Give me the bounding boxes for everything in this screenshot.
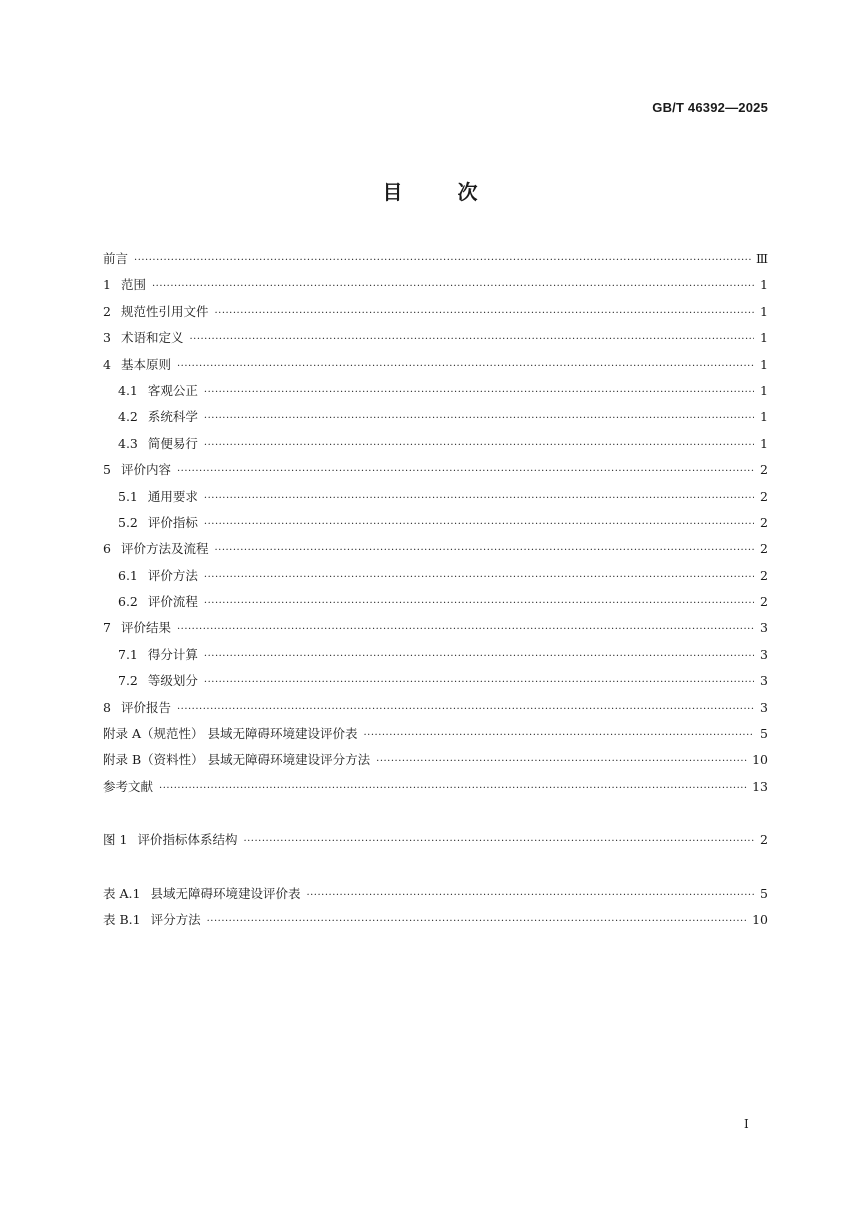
toc-entry-number: 4.3 <box>118 435 138 451</box>
toc-entry-title: 评价结果 <box>120 620 171 636</box>
toc-entry[interactable] <box>103 642 768 668</box>
toc-entry-title: 简便易行 <box>147 435 198 451</box>
toc-entry[interactable] <box>103 774 768 800</box>
page-title: 目 次 <box>382 180 478 204</box>
toc-entry-number: 4 <box>103 356 111 372</box>
toc-entry[interactable] <box>103 246 768 272</box>
toc-entry-page: 13 <box>752 778 768 794</box>
dot-leader <box>204 486 754 512</box>
toc-entry-page: 5 <box>760 726 768 742</box>
toc-entry-title: 规范性引用文件 <box>120 303 209 319</box>
dot-leader <box>204 380 754 406</box>
toc-main-list <box>103 246 768 800</box>
toc-entry[interactable] <box>103 563 768 589</box>
toc-entry[interactable] <box>103 615 768 641</box>
dot-leader <box>177 697 754 723</box>
toc-entry-page: 2 <box>760 541 768 557</box>
toc-entry-page: 2 <box>760 832 768 847</box>
dot-leader <box>204 512 754 538</box>
dot-leader <box>376 749 748 775</box>
toc-entry[interactable] <box>103 352 768 378</box>
toc-entry[interactable] <box>103 589 768 615</box>
standard-code: GB/T 46392—2025 <box>652 100 768 115</box>
toc-entry-number: 2 <box>103 303 111 319</box>
toc-entry-title: 参考文献 <box>103 778 154 794</box>
toc-entry-number: 6.2 <box>118 594 138 610</box>
toc-entry[interactable] <box>103 536 768 562</box>
toc-entry-number: 4.1 <box>118 382 138 398</box>
toc-entry-number: 7.2 <box>118 673 138 689</box>
toc-entry-page: 1 <box>760 382 768 398</box>
toc-entry-page: 3 <box>760 699 768 715</box>
dot-leader <box>363 723 754 749</box>
dot-leader <box>177 459 754 485</box>
toc-entry-number: 表 B.1 <box>103 912 141 928</box>
dot-leader <box>207 909 748 935</box>
dot-leader <box>243 829 754 855</box>
toc-entry-page: 10 <box>752 752 768 768</box>
toc-entry-title: 客观公正 <box>147 382 198 398</box>
toc-entry[interactable] <box>103 747 768 773</box>
toc-table-list <box>103 881 768 934</box>
toc-entry-page: 3 <box>760 620 768 636</box>
toc-entry-title: 评价方法及流程 <box>120 541 209 557</box>
toc-entry-page: 2 <box>760 514 768 530</box>
toc-entry-title: 术语和定义 <box>120 330 184 346</box>
toc-entry[interactable] <box>103 325 768 351</box>
dot-leader <box>214 538 754 564</box>
toc-entry-page: 10 <box>752 912 768 928</box>
dot-leader <box>204 565 754 591</box>
toc-entry[interactable] <box>103 668 768 694</box>
toc-entry-title: 评价指标体系结构 <box>137 832 238 847</box>
toc-entry-page: 5 <box>760 886 768 901</box>
toc-entry-title: 评价方法 <box>147 567 198 583</box>
toc-entry[interactable] <box>103 907 768 933</box>
toc-entry-title: 系统科学 <box>147 409 198 425</box>
toc-entry-title: 评价内容 <box>120 462 171 478</box>
toc-entry-number: 5.2 <box>118 514 138 530</box>
toc-entry-page: 2 <box>760 567 768 583</box>
toc-entry-number: 7.1 <box>118 646 138 662</box>
toc-figure-list <box>103 827 768 853</box>
toc-entry-page: 1 <box>760 277 768 293</box>
toc-entry[interactable] <box>103 272 768 298</box>
toc-entry-title: 通用要求 <box>147 488 198 504</box>
toc-entry-title: 评分方法 <box>150 912 201 928</box>
dot-leader <box>204 406 754 432</box>
toc-entry[interactable] <box>103 404 768 430</box>
toc-entry-number: 8 <box>103 699 111 715</box>
dot-leader <box>189 327 754 353</box>
toc-entry-page: Ⅲ <box>755 251 768 266</box>
toc-entry-title: 评价指标 <box>147 514 198 530</box>
toc-entry-number: 7 <box>103 620 111 636</box>
toc-entry-page: 1 <box>760 303 768 319</box>
dot-leader <box>177 617 754 643</box>
dot-leader <box>214 301 754 327</box>
toc-entry-title: 县域无障碍环境建设评价表 <box>150 886 301 901</box>
toc-entry[interactable] <box>103 431 768 457</box>
toc-entry[interactable] <box>103 695 768 721</box>
toc-entry-number: 图 1 <box>103 832 128 847</box>
toc-entry-title: 评价报告 <box>120 699 171 715</box>
toc-entry[interactable] <box>103 457 768 483</box>
dot-leader <box>177 354 754 380</box>
dot-leader <box>204 644 754 670</box>
toc-entry-title: 前言 <box>103 251 129 266</box>
dot-leader <box>204 591 754 617</box>
toc-entry-title: 得分计算 <box>147 646 198 662</box>
toc-entry[interactable] <box>103 721 768 747</box>
dot-leader <box>134 248 752 274</box>
toc-entry-page: 2 <box>760 462 768 478</box>
toc-entry-page: 1 <box>760 409 768 425</box>
toc-entry[interactable] <box>103 299 768 325</box>
toc-entry-number: 6 <box>103 541 111 557</box>
toc-entry-title: 附录 A（规范性） 县域无障碍环境建设评价表 <box>103 726 358 742</box>
toc-entry-number: 5.1 <box>118 488 138 504</box>
toc-entry-title: 基本原则 <box>120 356 171 372</box>
toc-entry-title: 评价流程 <box>147 594 198 610</box>
toc-entry-number: 3 <box>103 330 111 346</box>
dot-leader <box>204 670 754 696</box>
toc-entry-page: 2 <box>760 594 768 610</box>
toc-entry-number: 5 <box>103 462 111 478</box>
toc-entry-page: 3 <box>760 673 768 689</box>
toc-entry-page: 3 <box>760 646 768 662</box>
toc-entry-page: 2 <box>760 488 768 504</box>
page-number: I <box>744 1117 749 1131</box>
toc-entry[interactable] <box>103 881 768 907</box>
dot-leader <box>152 274 754 300</box>
toc-entry-page: 1 <box>760 435 768 451</box>
toc-entry-page: 1 <box>760 330 768 346</box>
toc-entry-page: 1 <box>760 356 768 372</box>
toc-entry-number: 4.2 <box>118 409 138 425</box>
toc-entry[interactable] <box>103 510 768 536</box>
dot-leader <box>204 433 754 459</box>
toc-entry-title: 附录 B（资料性） 县域无障碍环境建设评分方法 <box>103 752 371 768</box>
toc-entry-title: 等级划分 <box>147 673 198 689</box>
dot-leader <box>159 776 748 802</box>
toc-entry[interactable] <box>103 484 768 510</box>
toc-entry[interactable] <box>103 378 768 404</box>
toc-entry[interactable] <box>103 827 768 853</box>
toc-entry-number: 1 <box>103 277 111 293</box>
toc-entry-number: 表 A.1 <box>103 886 141 901</box>
toc-entry-number: 6.1 <box>118 567 138 583</box>
toc-entry-title: 范围 <box>120 277 146 293</box>
dot-leader <box>306 883 754 909</box>
